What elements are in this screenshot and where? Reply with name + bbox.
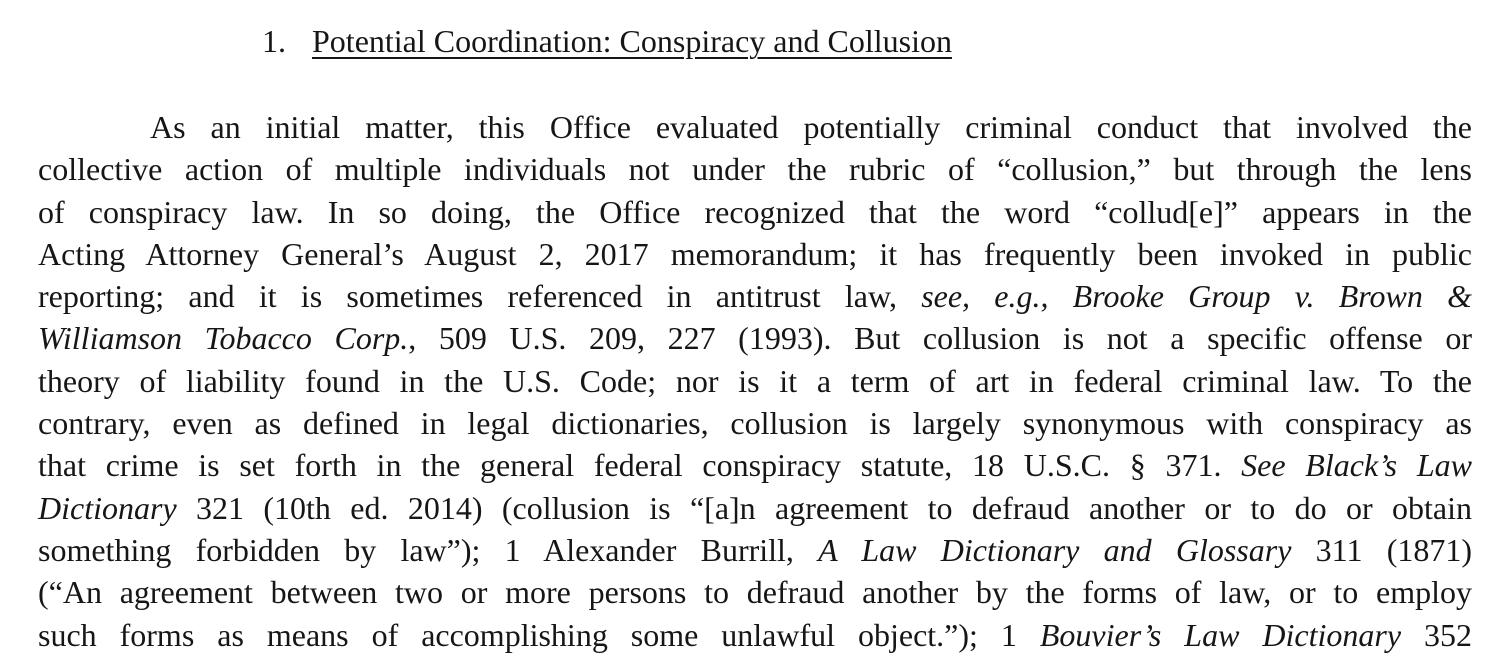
paragraph-line [38,487,1472,529]
paragraph-line [38,402,1472,444]
text-run: Acting Attorney General’s August 2, 2017 memorandum; it has frequently been invoked in public [38,235,1472,272]
text-run: contrary, even as defined in legal dictionaries, collusion is largely synonymous with conspiracy as [38,405,1472,442]
text-run: something forbidden by law”); 1 Alexander Burrill, [38,531,819,568]
section-number: 1. [262,23,286,59]
text-run: that crime is set forth in the general federal conspiracy statute, 18 U.S.C. § 371. [38,447,1242,484]
paragraph-line [38,106,1472,148]
text-run: , 509 U.S. 209, 227 (1993). But collusion is not a specific offense or [408,320,1473,357]
italic-citation: A Law Dictionary and Glossary [818,531,1292,568]
italic-citation: Williamson Tobacco Corp. [38,320,409,357]
text-run: theory of liability found in the U.S. Code; nor is it a term of art in federal criminal law. To the [38,362,1472,399]
paragraph-line [38,360,1472,402]
italic-citation: Dictionary [38,489,177,526]
body-paragraph [38,106,1472,656]
text-run: such forms as means of accomplishing some unlawful object.”); 1 [38,616,1040,653]
text-run: of conspiracy law. In so doing, the Office recognized that the word “collud[e]” appears in the [38,193,1472,230]
section-title: Potential Coordination: Conspiracy and Collusion [312,23,952,59]
paragraph-line [38,317,1472,359]
text-run: As an initial matter, this Office evaluated potentially criminal conduct that involved the [150,109,1472,145]
text-run: 321 (10th ed. 2014) (collusion is “[a]n agreement to defraud another or to do or obtain [176,489,1472,526]
section-heading [262,19,952,63]
italic-citation: see, e.g., Brooke Group v. Brown & [921,278,1473,315]
text-run: reporting; and it is sometimes referenced in antitrust law, [38,278,922,315]
italic-citation: See Black’s Law [1241,447,1473,484]
paragraph-line [38,275,1472,317]
paragraph-line [38,571,1472,613]
paragraph-line [38,444,1472,486]
text-run: (“An agreement between two or more persons to defraud another by the forms of law, or to employ [38,574,1472,611]
paragraph-line [38,148,1472,190]
paragraph-line [38,614,1472,656]
italic-citation: Bouvier’s Law Dictionary [1039,616,1402,653]
paragraph-line [38,529,1472,571]
text-run: collective action of multiple individuals not under the rubric of “collusion,” but through the lens [38,151,1472,188]
text-run: 311 (1871) [1291,531,1472,568]
text-run: 352 [1401,616,1473,653]
paragraph-line [38,191,1472,233]
paragraph-line [38,233,1472,275]
